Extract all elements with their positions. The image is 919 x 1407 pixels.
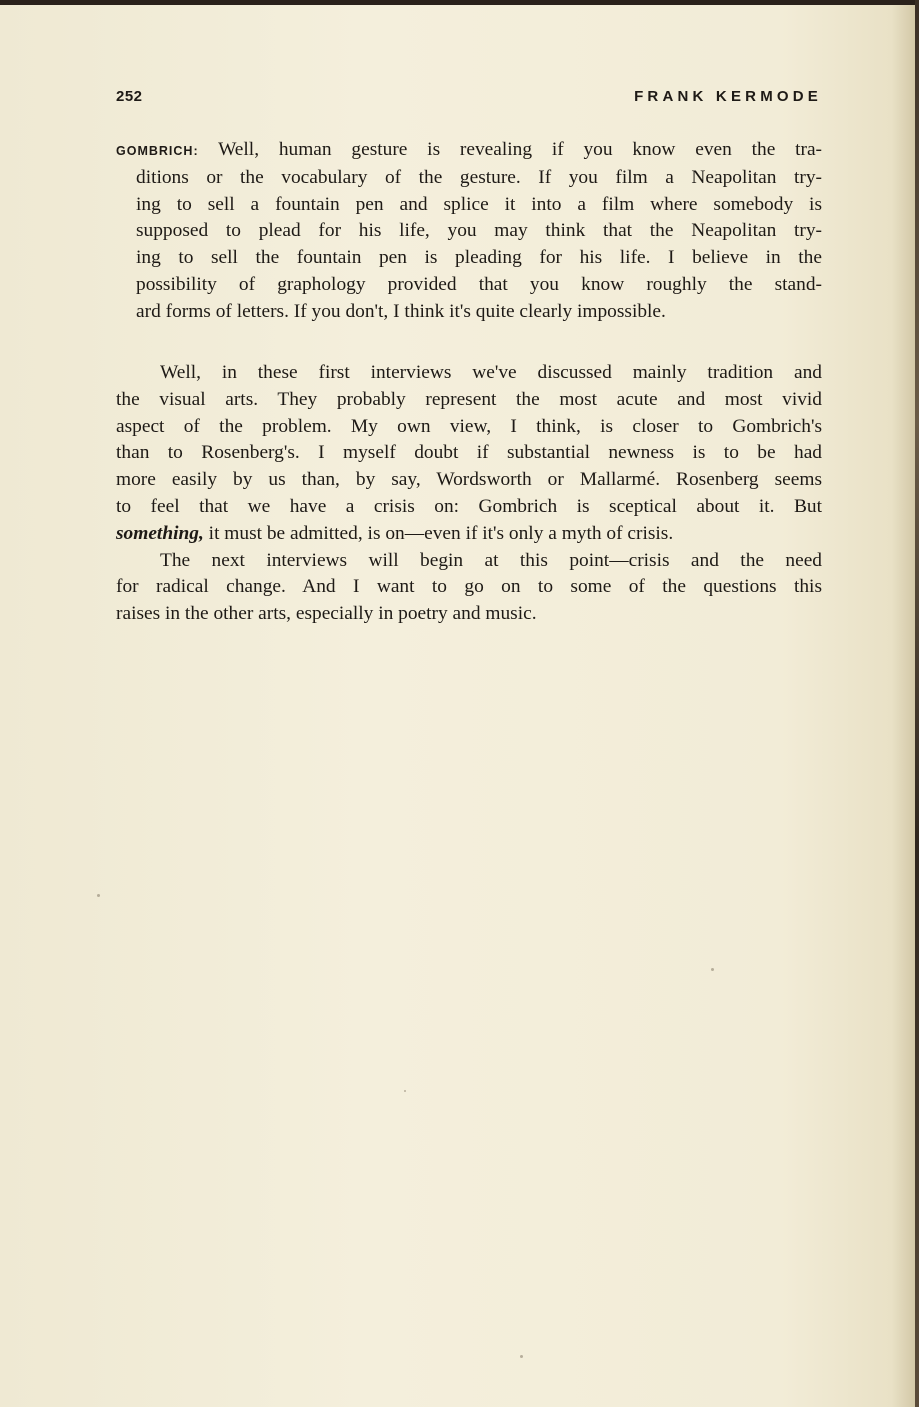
page-number: 252 — [116, 88, 143, 105]
quote-line-text: Well, human gesture is revealing if you know even the tra- — [218, 139, 823, 160]
commentary — [116, 360, 822, 628]
paper-speck — [404, 1090, 406, 1092]
paper-speck — [520, 1355, 523, 1358]
text-line: for radical change. And I want to go on to some of the questions this — [116, 576, 822, 598]
text-line: to feel that we have a crisis on: Gombrich is sceptical about it. But — [116, 495, 822, 517]
text-line-rest: it must be admitted, is on—even if it's only a myth of crisis. — [203, 522, 674, 544]
text-line: The next interviews will begin at this point—crisis and the need — [160, 549, 822, 571]
text-line: than to Rosenberg's. I myself doubt if substantial newness is to be had — [116, 442, 822, 464]
text-line: raises in the other arts, especially in poetry and music. — [116, 603, 537, 625]
text-line: aspect of the problem. My own view, I think, is closer to Gombrich's — [116, 415, 822, 437]
page-binding-edge — [915, 0, 919, 1407]
top-edge-shadow — [0, 0, 919, 5]
quote-line: ing to sell the fountain pen is pleading for his life. I believe in the — [136, 247, 822, 269]
quote-line: ing to sell a fountain pen and splice it into a film where somebody is — [136, 193, 822, 215]
paragraph-1 — [116, 360, 822, 548]
quote-line — [116, 137, 822, 165]
gombrich-quote — [116, 137, 822, 326]
paper-speck — [711, 968, 714, 971]
text-line: more easily by us than, by say, Wordsworth or Mallarmé. Rosenberg seems — [116, 469, 822, 491]
paragraph-2 — [116, 548, 822, 628]
text-line: the visual arts. They probably represent the most acute and most vivid — [116, 388, 822, 410]
emphasized-word: something, — [116, 522, 204, 544]
speaker-label: GOMBRICH: — [116, 144, 199, 158]
page-header — [116, 88, 822, 112]
text-line: Well, in these first interviews we've discussed mainly tradition and — [160, 362, 822, 383]
quote-line: possibility of graphology provided that you know roughly the stand- — [136, 273, 822, 295]
paper-speck — [97, 894, 100, 897]
quote-line: supposed to plead for his life, you may think that the Neapolitan try- — [136, 220, 822, 242]
text-line — [116, 521, 822, 548]
quote-line: ditions or the vocabulary of the gesture. If you film a Neapolitan try- — [136, 166, 822, 188]
quote-line: ard forms of letters. If you don't, I think it's quite clearly impossible. — [136, 300, 666, 322]
running-head: FRANK KERMODE — [634, 88, 822, 105]
